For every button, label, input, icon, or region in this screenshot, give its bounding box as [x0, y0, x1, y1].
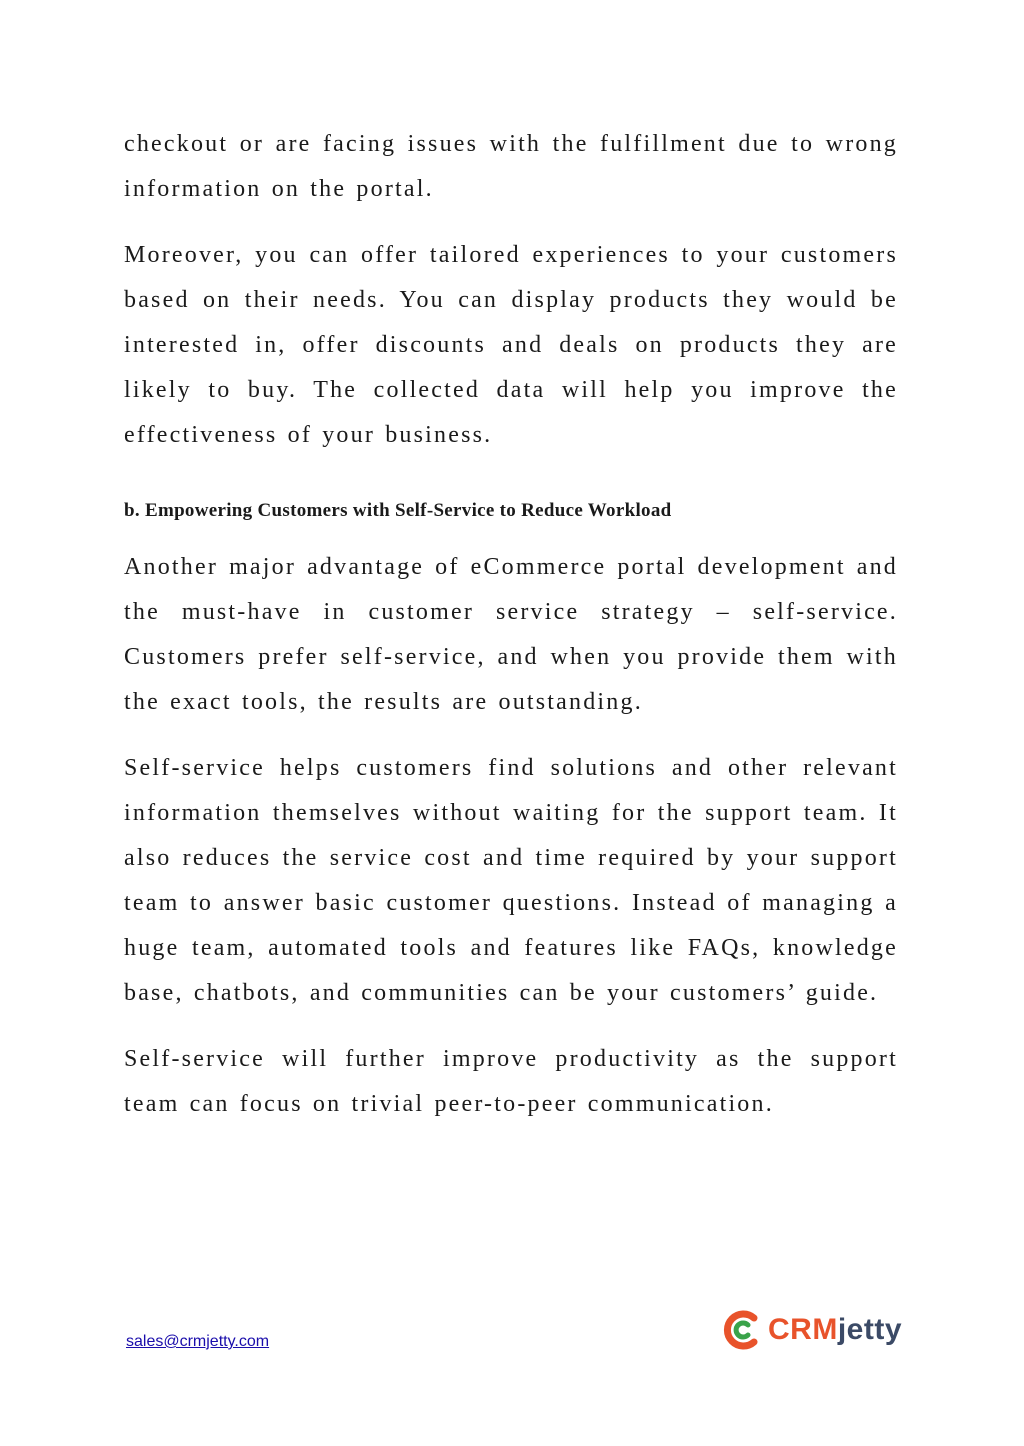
crmjetty-logo [722, 1308, 902, 1352]
footer-email-link[interactable]: sales@crmjetty.com [126, 1333, 270, 1350]
paragraph-ecommerce-advantage: Another major advantage of eCommerce portal development and the must-have in customer service strategy – self-service. Customers prefer self-service, and when you provide them with the exact tools, the results are outstanding. [124, 554, 898, 715]
section-heading-self-service: b. Empowering Customers with Self-Service to Reduce Workload [124, 500, 672, 521]
paragraph-tailored-experiences: Moreover, you can offer tailored experiences to your customers based on their needs. You can display products they would be interested in, offer discounts and deals on products they are likely to buy. The collected data will help you improve the effectiveness of your business. [124, 242, 898, 448]
paragraph-self-service-helps: Self-service helps customers find solutions and other relevant information themselves without waiting for the support team. It also reduces the service cost and time required by your support team to answer basic customer questions. Instead of managing a huge team, automated tools and features like FAQs, knowledge base, chatbots, and communities can be your customers’ guide. [124, 755, 898, 1006]
document-body [124, 122, 898, 1127]
crmjetty-logo-text [768, 1313, 902, 1347]
logo-crm-text: CRM [768, 1313, 838, 1346]
crmjetty-logo-icon [722, 1310, 762, 1350]
logo-jetty-text: jetty [837, 1313, 903, 1346]
paragraph-checkout: checkout or are facing issues with the fulfillment due to wrong information on the portal. [124, 131, 898, 202]
paragraph-productivity: Self-service will further improve productivity as the support team can focus on trivial peer-to-peer communication. [124, 1046, 898, 1117]
